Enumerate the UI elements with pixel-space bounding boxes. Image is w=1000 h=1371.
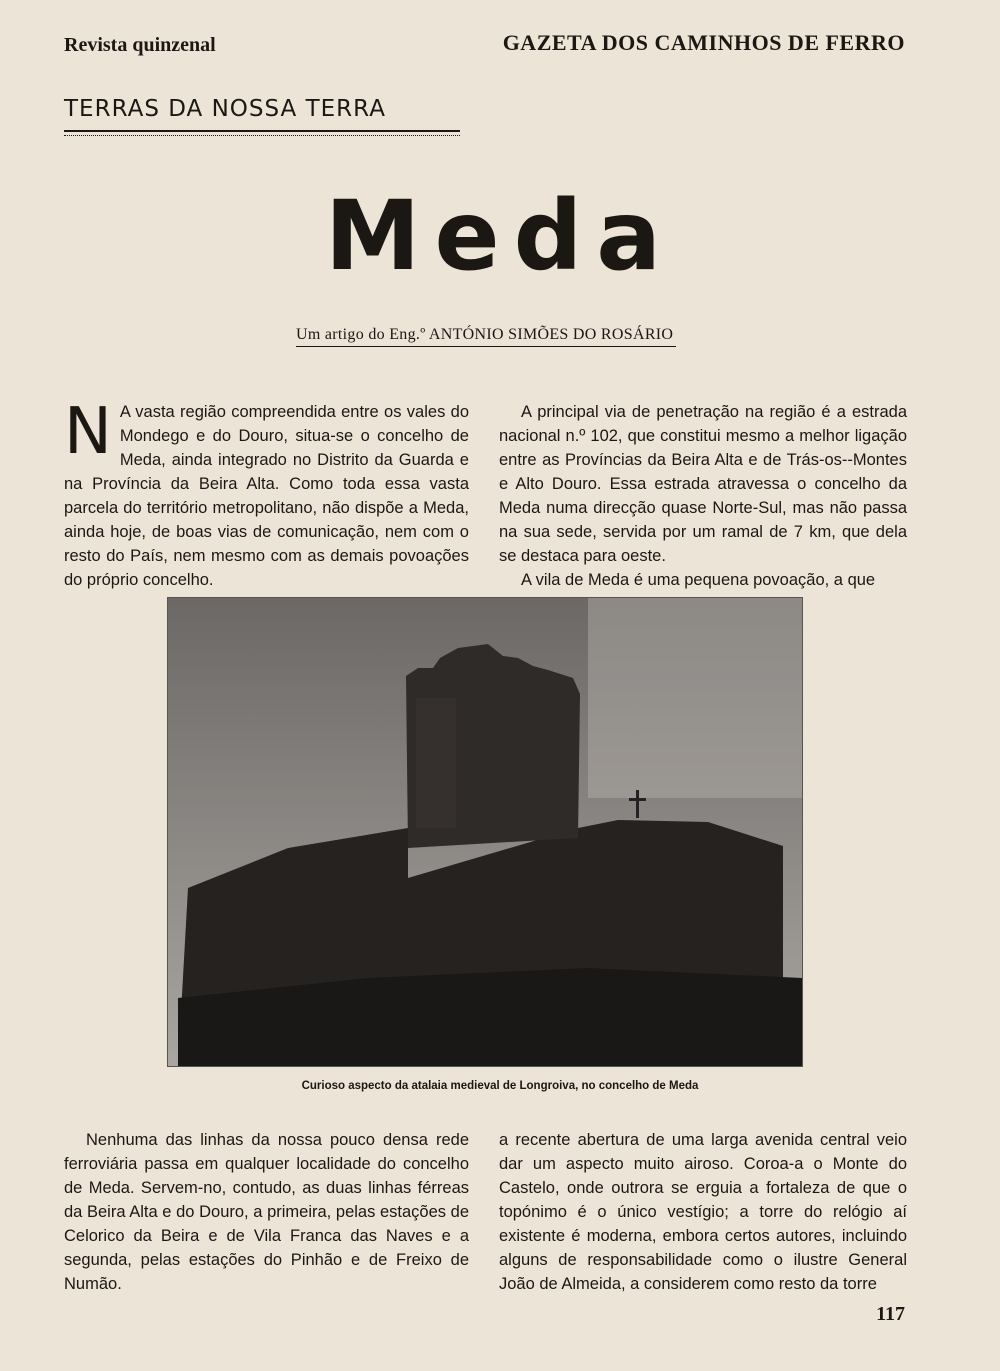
left-bottom-column xyxy=(64,1128,469,1296)
paragraph-railway: Nenhuma das linhas da nossa pouco densa rede ferroviária passa em qualquer localidade do concelho de Meda. Servem-no, contudo, as duas linhas férreas da Beira Alta e do Douro, a primeira, pelas estações de Celorico da Beira e de Vila Franca das Naves e a segunda, pelas estações do Pinhão e de Freixo de Numão. xyxy=(64,1131,469,1293)
intro-text: A vasta região compreendida entre os vales do Mondego e do Douro, situa-se o concelho de Meda, ainda integrado no Distrito da Guarda e na Província da Beira Alta. Como toda essa vasta parcela do território metropolitano, não dispõe a Meda, ainda hoje, de boas vias de comunicação, nem com o resto do País, nem mesmo com as demais povoações do próprio concelho. xyxy=(64,403,469,589)
intro-column xyxy=(64,395,469,592)
byline: Um artigo do Eng.º ANTÓNIO SIMÕES DO ROSÁRIO xyxy=(296,326,674,343)
tower-photo xyxy=(168,598,802,1066)
byline-underline xyxy=(296,346,676,347)
right-top-column xyxy=(499,400,907,592)
article-title: Meda xyxy=(324,180,676,292)
header-right: GAZETA DOS CAMINHOS DE FERRO xyxy=(502,30,905,55)
paragraph-road: A principal via de penetração na região é a estrada nacional n.º 102, que constitui mesmo a melhor ligação entre as Províncias da Beira Alta e de Trás-os--Montes e Alto Douro. Essa estrada atravessa o concelho da Meda numa direcção quase Norte-Sul, mas não passa na sua sede, servida por um ramal de 7 km, que dela se destaca para oeste. xyxy=(499,403,907,565)
photo-caption: Curioso aspecto da atalaia medieval de Longroiva, no concelho de Meda xyxy=(301,1080,699,1092)
drop-cap: N xyxy=(64,395,112,469)
intro-paragraph xyxy=(64,395,469,592)
section-title: TERRAS DA NOSSA TERRA xyxy=(64,96,386,122)
section-underline xyxy=(64,130,460,136)
paragraph-vila: A vila de Meda é uma pequena povoação, a que xyxy=(521,571,876,589)
right-bottom-column xyxy=(499,1128,907,1296)
page-number: 117 xyxy=(876,1303,905,1325)
paragraph-avenida: a recente abertura de uma larga avenida central veio dar um aspecto muito airoso. Coroa-a o Monte do Castelo, onde outrora se erguia a fortaleza de que o topónimo é o único vestígio; a torre do relógio aí existente é moderna, embora certos autores, incluindo alguns de responsabilidade como o ilustre General João de Almeida, a considerem como resto da torre xyxy=(499,1131,907,1293)
header-left: Revista quinzenal xyxy=(64,34,216,56)
tower-photo-image xyxy=(168,598,802,1066)
